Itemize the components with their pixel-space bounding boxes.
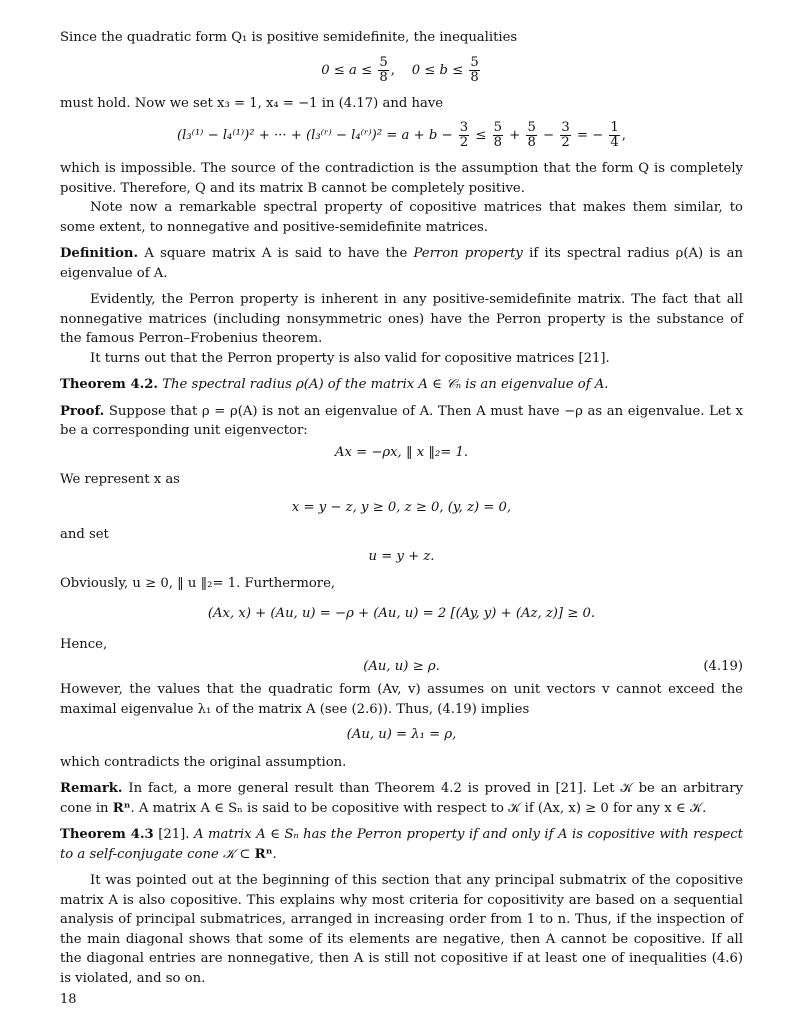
proof-heading: Proof. <box>60 403 105 419</box>
equation-sum-squares: (l₃⁽¹⁾ − l₄⁽¹⁾)² + ··· + (l₃⁽ʳ⁾ − l₄⁽ʳ⁾)² = a + b − $\frac{3}{2}$ ≤ $\frac{5}{8}$ + $\frac{5}{8}$ − $\frac{3}{2}$ = − $\frac{1}{4}$ , <box>176 120 626 150</box>
theorem-4-2-heading: Theorem 4.2. <box>60 377 159 392</box>
paragraph-evidently: Evidently, the Perron property is inherent in any positive-semidefinite matrix. The fact that all nonnegative matrices (including nonsymmetric ones) have the Perron property is the substance of the famous Perron–Frobenius theorem. <box>60 292 743 346</box>
fraction-5-8-first: $\frac{5}{8}$ <box>493 120 502 150</box>
equation-number: (4.19) <box>703 658 743 674</box>
equation-decomposition: x = y − z, y ≥ 0, z ≥ 0, (y, z) = 0, <box>291 499 512 515</box>
eq-a-bound: 0 ≤ a ≤ <box>321 62 373 78</box>
equation-u-def: u = y + z. <box>368 548 435 564</box>
paragraph-however: However, the values that the quadratic form (Av, v) assumes on unit vectors v cannot exceed the maximal eigenvalue λ₁ of the matrix A (see (2.6)). Thus, (4.19) implies <box>60 682 743 717</box>
fraction-5-8-a: $\frac{5}{8}$ <box>379 54 388 85</box>
definition-perron: Definition. A square matrix A is said to have the Perron property if its spectral radius ρ(A) is an eigenvalue of A. <box>60 246 743 281</box>
paragraph-contradicts: which contradicts the original assumption. <box>60 754 347 770</box>
paragraph-turns-out: It turns out that the Perron property is also valid for copositive matrices [21]. <box>90 350 610 366</box>
equation-lambda: (Au, u) = λ₁ = ρ, <box>346 727 457 742</box>
paragraph-principal-submatrix: It was pointed out at the beginning of this section that any principal submatrix of the copositive matrix A is also copositive. This explains why most criteria for copositivity are based on a sequential analysis of principal submatrices, arranged in increasing order from 1 to n. Thus, if the inspection of the main diagonal shows that some of its elements are negative, then A cannot be copositive. If all the diagonal entries are nonnegative, then A is still not copositive if at least one of inequalities (4.6) is violated, and so on. <box>60 873 743 986</box>
proof-block: Proof. Suppose that ρ = ρ(A) is not an eigenvalue of A. Then A must have −ρ as an eigenvalue. Let x be a corresponding unit eigenvector: <box>60 403 743 438</box>
paragraph-represent: We represent x as <box>60 472 180 487</box>
page-body <box>60 28 743 988</box>
equation-4-19: (Au, u) ≥ ρ. (4.19) <box>60 657 743 677</box>
equation-furthermore: (Ax, x) + (Au, u) = −ρ + (Au, u) = 2 [(Ay, y) + (Az, z)] ≥ 0. <box>207 605 596 621</box>
fraction-3-2-second: $\frac{3}{2}$ <box>561 120 570 150</box>
theorem-4-3-heading: Theorem 4.3 <box>60 827 154 842</box>
remark-heading: Remark. <box>60 781 123 796</box>
paragraph-intro: Since the quadratic form Q₁ is positive semidefinite, the inequalities <box>60 30 518 45</box>
remark-block: Remark. In fact, a more general result than Theorem 4.2 is proved in [21]. Let 𝒦 be an arbitrary cone in Rⁿ. A matrix A ∈ Sₙ is said to be copositive with respect to 𝒦 if (Ax, x) ≥ 0 for any x ∈ 𝒦. <box>60 781 743 816</box>
definition-heading: Definition. <box>60 246 139 261</box>
paragraph-obviously: Obviously, u ≥ 0, ‖ u ‖₂= 1. Furthermore, <box>60 576 336 591</box>
term-perron-property: Perron property <box>413 246 523 261</box>
fraction-1-4: $\frac{1}{4}$ <box>610 120 619 150</box>
paragraph-set-values: must hold. Now we set x₃ = 1, x₄ = −1 in (4.17) and have <box>60 95 444 111</box>
paragraph-hence: Hence, <box>60 637 108 652</box>
page-number: 18 <box>60 992 77 1007</box>
equation-eigenvector: Ax = −ρx, ‖ x ‖₂= 1. <box>334 444 469 460</box>
paragraph-and-set: and set <box>60 527 109 542</box>
eq-b-bound: 0 ≤ b ≤ <box>411 62 464 78</box>
theorem-4-3: Theorem 4.3 [21]. A matrix A ∈ Sₙ has the Perron property if and only if A is copositive with respect to a self-conjugate cone 𝒦 ⊂ Rⁿ. <box>60 827 743 862</box>
fraction-5-8-second: $\frac{5}{8}$ <box>527 120 536 150</box>
theorem-4-2: Theorem 4.2. The spectral radius ρ(A) of the matrix A ∈ 𝒞ₙ is an eigenvalue of A. <box>60 377 609 392</box>
equation-inequalities: 0 ≤ a ≤ $\frac{5}{8}$ , 0 ≤ b ≤ $\frac{5}{8}$ <box>321 54 479 85</box>
paragraph-note: Note now a remarkable spectral property of copositive matrices that makes them similar, to some extent, to nonnegative and positive-semidefinite matrices. <box>60 200 743 235</box>
paragraph-impossible: which is impossible. The source of the contradiction is the assumption that the form Q is completely positive. Therefore, Q and its matrix B cannot be completely positive. <box>60 161 743 196</box>
fraction-5-8-b: $\frac{5}{8}$ <box>470 54 479 85</box>
fraction-3-2-first: $\frac{3}{2}$ <box>459 120 469 150</box>
